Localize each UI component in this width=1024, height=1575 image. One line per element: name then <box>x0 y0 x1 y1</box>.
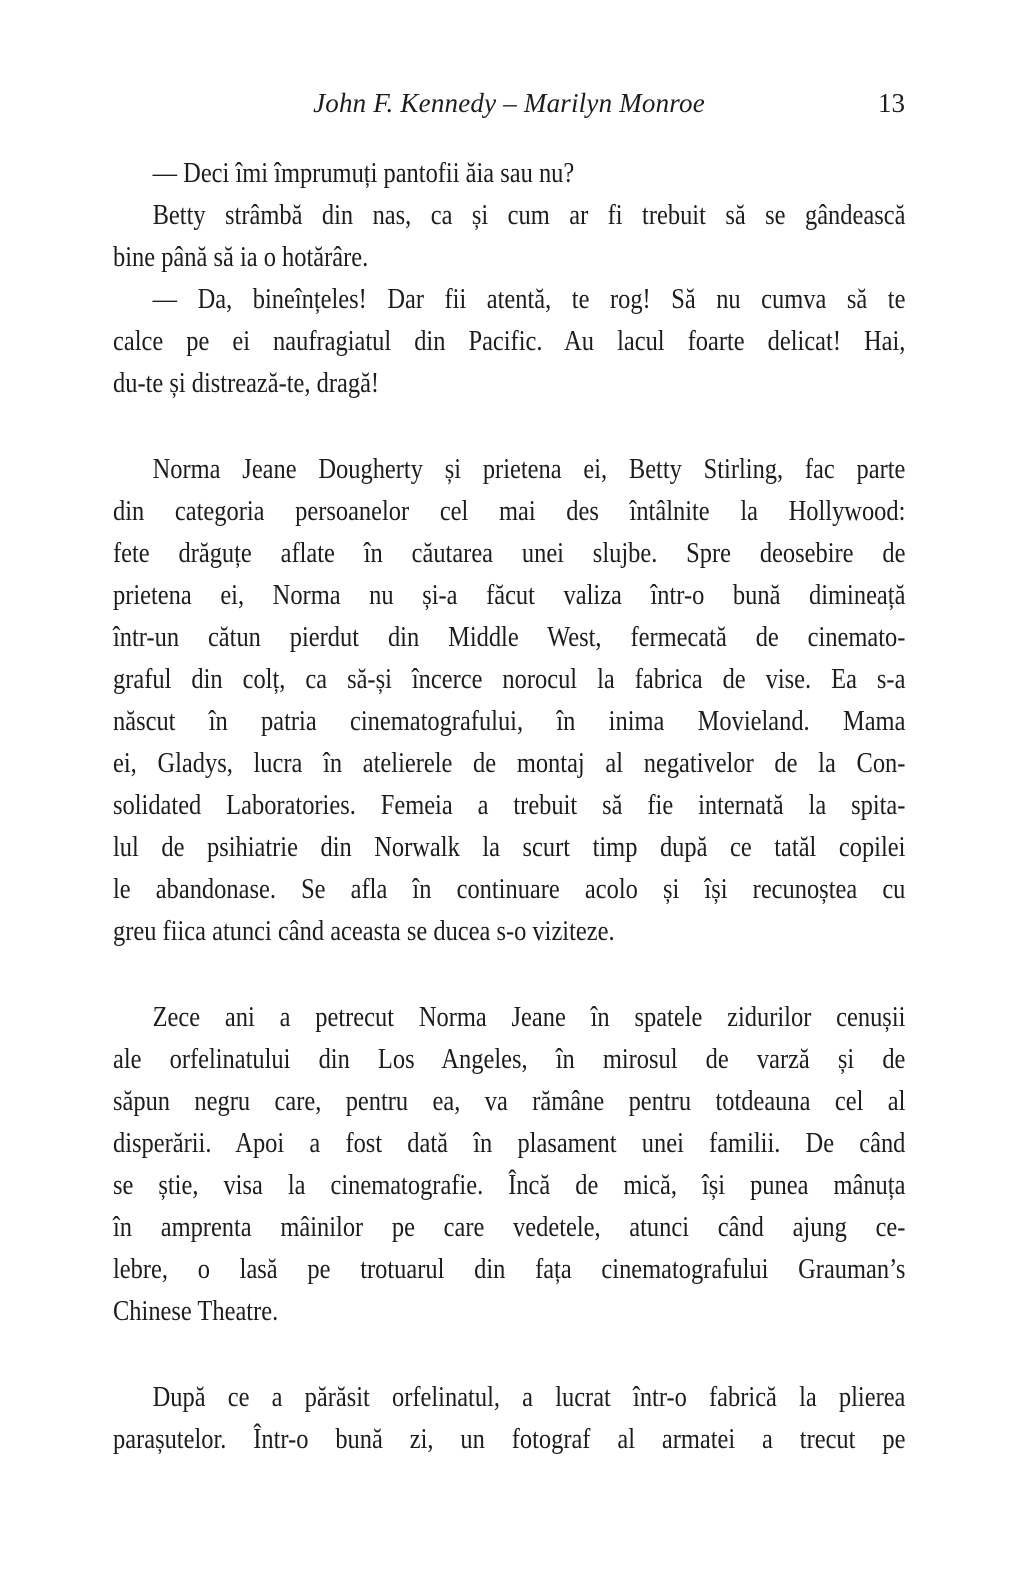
text-line: parașutelor. Într-o bună zi, un fotograf al armatei a trecut pe <box>113 1423 906 1455</box>
text-line: calce pe ei naufragiatul din Pacific. Au lacul foarte delicat! Hai, <box>113 325 906 357</box>
text-line: din categoria persoanelor cel mai des întâlnite la Hollywood: <box>113 495 906 527</box>
running-header-title: John F. Kennedy – Marilyn Monroe <box>313 88 705 118</box>
paragraph-narration-2 <box>113 448 905 952</box>
text-line: născut în patria cinematografului, în inima Movieland. Mama <box>113 705 906 737</box>
paragraph-dialog-2 <box>113 278 905 404</box>
text-line: lebre, o lasă pe trotuarul din fața cinematografului Grauman’s <box>113 1253 906 1285</box>
text-line: disperării. Apoi a fost dată în plasament unei familii. De când <box>113 1127 906 1159</box>
paragraph-narration-1 <box>113 194 905 278</box>
text-line: — Deci îmi împrumuți pantofii ăia sau nu? <box>152 157 575 189</box>
paragraph-narration-3 <box>113 996 905 1332</box>
text-line: După ce a părăsit orfelinatul, a lucrat într-o fabrică la plierea <box>152 1381 906 1413</box>
text-line: du-te și distrează-te, dragă! <box>113 367 380 399</box>
text-line: prietena ei, Norma nu și-a făcut valiza într-o bună dimineață <box>113 579 906 611</box>
text-line: lul de psihiatrie din Norwalk la scurt timp după ce tatăl copilei <box>113 831 906 863</box>
running-header <box>113 86 905 120</box>
text-line: săpun negru care, pentru ea, va rămâne pentru totdeauna cel al <box>113 1085 906 1117</box>
text-line: Betty strâmbă din nas, ca și cum ar fi trebuit să se gândească <box>152 199 906 231</box>
body-text <box>113 152 905 1460</box>
text-line: într-un cătun pierdut din Middle West, fermecată de cinemato- <box>113 621 906 653</box>
text-line: greu fiica atunci când aceasta se ducea s-o viziteze. <box>113 915 615 947</box>
page-number: 13 <box>878 88 905 118</box>
paragraph-dialog-1 <box>113 152 905 194</box>
text-line: ale orfelinatului din Los Angeles, în mirosul de varză și de <box>113 1043 906 1075</box>
text-line: graful din colț, ca să-și încerce norocul la fabrica de vise. Ea s-a <box>113 663 906 695</box>
text-line: Zece ani a petrecut Norma Jeane în spatele zidurilor cenușii <box>152 1001 906 1033</box>
paragraph-narration-4 <box>113 1376 905 1460</box>
text-line: solidated Laboratories. Femeia a trebuit să fie internată la spita- <box>113 789 906 821</box>
text-line: Chinese Theatre. <box>113 1295 279 1327</box>
text-line: — Da, bineînțeles! Dar fii atentă, te rog! Să nu cumva să te <box>152 283 906 315</box>
text-line: bine până să ia o hotărâre. <box>113 241 369 273</box>
text-line: se știe, visa la cinematografie. Încă de mică, își punea mânuța <box>113 1169 906 1201</box>
text-line: fete drăguțe aflate în căutarea unei slujbe. Spre deosebire de <box>113 537 906 569</box>
text-line: le abandonase. Se afla în continuare acolo și își recunoștea cu <box>113 873 906 905</box>
text-line: ei, Gladys, lucra în atelierele de montaj al negativelor de la Con- <box>113 747 906 779</box>
text-line: în amprenta mâinilor pe care vedetele, atunci când ajung ce- <box>113 1211 906 1243</box>
text-line: Norma Jeane Dougherty și prietena ei, Betty Stirling, fac parte <box>152 453 906 485</box>
